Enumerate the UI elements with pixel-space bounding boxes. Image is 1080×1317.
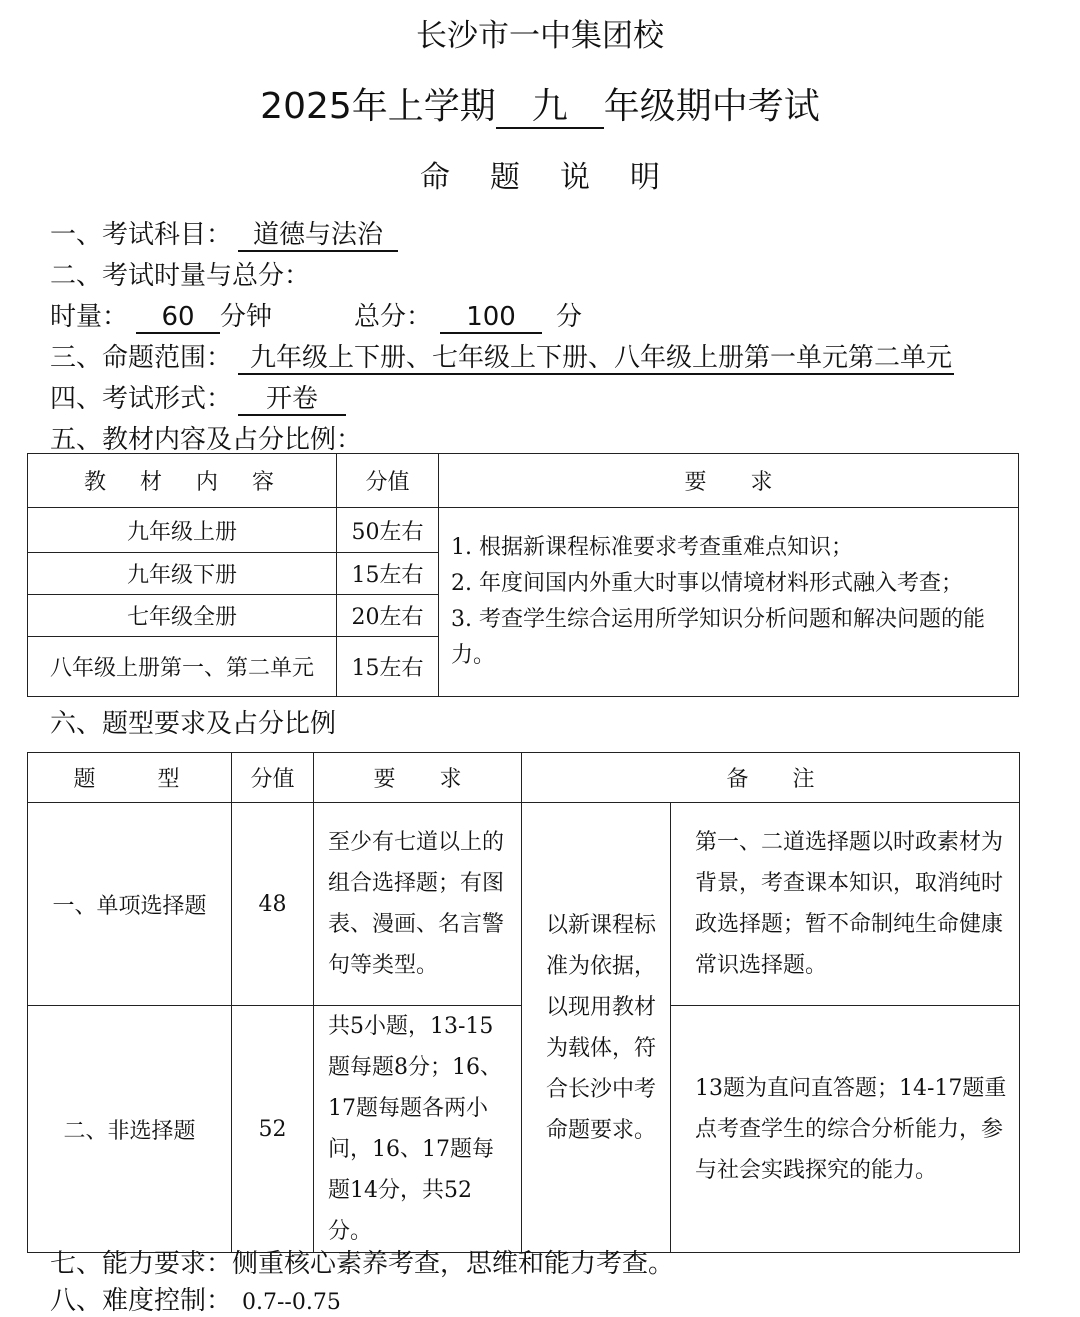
table-row <box>28 508 1019 553</box>
exam-title-prefix: 2025年上学期 <box>260 86 496 127</box>
scope-value: 九年级上下册、七年级上下册、八年级上册第一单元第二单元 <box>238 344 954 375</box>
header-score: 分值 <box>232 753 314 803</box>
ability-line: 七、能力要求：侧重核心素养考查，思维和能力考查。 <box>50 1249 675 1279</box>
difficulty-label: 八、难度控制： <box>50 1286 233 1316</box>
score-unit: 分 <box>556 302 583 332</box>
duration-label: 时量： <box>50 302 129 332</box>
header-type: 题 型 <box>28 753 232 803</box>
score-label: 总分： <box>354 302 433 332</box>
type-cell: 一、单项选择题 <box>28 803 232 1006</box>
form-line <box>50 378 346 416</box>
time-score-line <box>50 296 582 334</box>
score-cell: 52 <box>232 1006 314 1253</box>
requirement-item: 1. 根据新课程标准要求考查重难点知识； <box>451 535 853 560</box>
type-section-title: 六、题型要求及占分比例 <box>50 709 337 739</box>
score-cell: 48 <box>232 803 314 1006</box>
shared-note-cell: 以新课程标准为依据，以现用教材为载体，符合长沙中考命题要求。 <box>522 803 671 1253</box>
subject-value: 道德与法治 <box>238 221 398 252</box>
exam-title-suffix: 年级期中考试 <box>603 86 820 127</box>
score-cell: 15左右 <box>337 553 439 595</box>
table-row <box>28 803 1020 1006</box>
header-requirement: 要 求 <box>314 753 522 803</box>
document-subtitle: 命题说明 <box>420 160 700 195</box>
content-table <box>27 453 1019 697</box>
requirement-item: 3. 考查学生综合运用所学知识分析问题和解决问题的能力。 <box>451 607 985 668</box>
content-cell: 八年级上册第一、第二单元 <box>28 637 337 697</box>
form-label: 四、考试形式： <box>50 384 233 414</box>
requirements-cell <box>439 508 1019 697</box>
note-cell: 13题为直问直答题；14-17题重点考查学生的综合分析能力，参与社会实践探究的能力。 <box>671 1006 1020 1253</box>
header-note: 备 注 <box>522 753 1020 803</box>
scope-label: 三、命题范围： <box>50 343 233 373</box>
score-value: 100 <box>440 303 542 334</box>
time-score-heading: 二、考试时量与总分： <box>50 261 311 291</box>
exam-title <box>0 78 1080 129</box>
requirement-item: 2. 年度间国内外重大时事以情境材料形式融入考查； <box>451 571 963 596</box>
table-header-row <box>28 454 1019 508</box>
question-type-table <box>27 752 1020 1253</box>
header-content: 教 材 内 容 <box>28 454 337 508</box>
school-name: 长沙市一中集团校 <box>416 18 664 54</box>
form-value: 开卷 <box>238 385 346 416</box>
type-cell: 二、非选择题 <box>28 1006 232 1253</box>
duration-unit: 分钟 <box>220 302 273 332</box>
content-section-title: 五、教材内容及占分比例： <box>50 425 363 455</box>
requirement-cell: 共5小题，13-15题每题8分；16、17题每题各两小问，16、17题每题14分，共52分。 <box>314 1006 522 1253</box>
score-cell: 20左右 <box>337 595 439 637</box>
difficulty-line <box>50 1280 341 1317</box>
requirement-cell: 至少有七道以上的组合选择题；有图表、漫画、名言警句等类型。 <box>314 803 522 1006</box>
content-cell: 九年级下册 <box>28 553 337 595</box>
score-cell: 15左右 <box>337 637 439 697</box>
duration-value: 60 <box>136 303 220 334</box>
content-cell: 七年级全册 <box>28 595 337 637</box>
header-score: 分值 <box>337 454 439 508</box>
note-cell: 第一、二道选择题以时政素材为背景，考查课本知识，取消纯时政选择题；暂不命制纯生命健康常识选择题。 <box>671 803 1020 1006</box>
header-requirement: 要 求 <box>439 454 1019 508</box>
difficulty-value: 0.7--0.75 <box>242 1290 341 1315</box>
exam-grade: 九 <box>496 87 604 129</box>
subject-line <box>50 214 398 252</box>
subject-label: 一、考试科目： <box>50 220 233 250</box>
content-cell: 九年级上册 <box>28 508 337 553</box>
scope-line <box>50 337 954 375</box>
score-cell: 50左右 <box>337 508 439 553</box>
table-header-row <box>28 753 1020 803</box>
